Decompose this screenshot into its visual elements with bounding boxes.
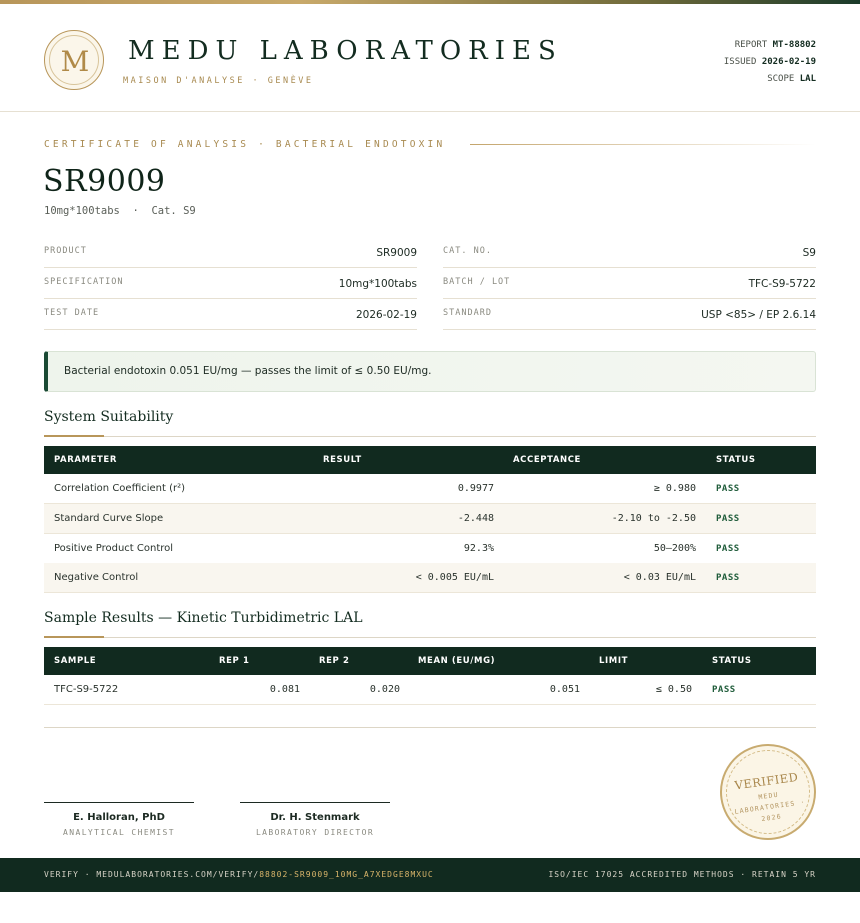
info-label: PRODUCT bbox=[44, 246, 87, 256]
section-divider bbox=[44, 637, 816, 638]
column-header: MEAN (EU/MG) bbox=[418, 656, 496, 666]
acceptance-cell: < 0.03 EU/mL bbox=[623, 572, 696, 583]
report-meta bbox=[724, 37, 816, 88]
info-value: SR9009 bbox=[376, 247, 417, 259]
table-row bbox=[44, 563, 816, 593]
signature-name: E. Halloran, PhD bbox=[73, 812, 165, 823]
table-row bbox=[44, 504, 816, 534]
result-cell: < 0.005 EU/mL bbox=[415, 572, 494, 583]
rep2-cell: 0.020 bbox=[369, 684, 400, 695]
system-suitability-header bbox=[44, 446, 816, 474]
signature-line bbox=[44, 802, 194, 803]
column-header: PARAMETER bbox=[54, 455, 117, 465]
info-row bbox=[443, 268, 816, 299]
info-label: SPECIFICATION bbox=[44, 277, 124, 287]
result-summary-text: Bacterial endotoxin 0.051 EU/mg — passes the limit of ≤ 0.50 EU/mg. bbox=[64, 365, 432, 377]
verify-link[interactable]: VERIFY · MEDULABORATORIES.COM/VERIFY/88802-SR9009_10MG_A7XEDGE8MXUC bbox=[44, 870, 434, 879]
result-cell: -2.448 bbox=[457, 513, 494, 524]
meta-report: REPORT MT-88802 bbox=[734, 40, 816, 50]
status-badge: PASS bbox=[716, 573, 740, 583]
parameter-cell: Negative Control bbox=[54, 572, 139, 583]
parameter-cell: Standard Curve Slope bbox=[54, 513, 164, 524]
info-row bbox=[44, 268, 417, 299]
info-value: S9 bbox=[802, 247, 816, 259]
info-label: CAT. NO. bbox=[443, 246, 492, 256]
limit-cell: ≤ 0.50 bbox=[655, 684, 692, 695]
sample-results-title: Sample Results — Kinetic Turbidimetric LAL bbox=[44, 610, 363, 626]
info-value: 2026-02-19 bbox=[355, 309, 417, 321]
acceptance-cell: -2.10 to -2.50 bbox=[611, 513, 696, 524]
table-row bbox=[44, 474, 816, 504]
info-row bbox=[44, 237, 417, 268]
result-cell: 0.9977 bbox=[457, 483, 494, 494]
mean-cell: 0.051 bbox=[549, 684, 580, 695]
kicker-divider bbox=[470, 144, 816, 145]
info-value: TFC-S9-5722 bbox=[748, 278, 816, 290]
signature-line bbox=[240, 802, 390, 803]
info-row bbox=[44, 299, 417, 330]
stamp-sub-text: MEDU LABORATORIES · 2026 bbox=[734, 790, 807, 824]
status-badge: PASS bbox=[716, 544, 740, 554]
section-accent bbox=[44, 636, 104, 638]
sample-results-header bbox=[44, 647, 816, 675]
info-label: TEST DATE bbox=[44, 308, 100, 318]
signature-name: Dr. H. Stenmark bbox=[270, 812, 360, 823]
meta-scope: SCOPE LAL bbox=[767, 74, 816, 84]
brand-name: MEDU LABORATORIES bbox=[128, 36, 563, 66]
verified-stamp-icon bbox=[714, 738, 822, 846]
signature-block bbox=[44, 802, 194, 837]
result-cell: 92.3% bbox=[463, 543, 494, 554]
brand-subtitle: MAISON D'ANALYSE · GENÈVE bbox=[123, 76, 314, 86]
column-header: REP 1 bbox=[219, 656, 250, 666]
system-suitability-title: System Suitability bbox=[44, 409, 174, 425]
signature-role: LABORATORY DIRECTOR bbox=[255, 828, 375, 837]
signature-divider bbox=[44, 727, 816, 728]
status-badge: PASS bbox=[716, 484, 740, 494]
info-value: 10mg*100tabs bbox=[338, 278, 417, 290]
column-header: STATUS bbox=[716, 455, 756, 465]
logo-letter: M bbox=[60, 45, 90, 78]
section-accent bbox=[44, 435, 104, 437]
info-grid-left bbox=[44, 237, 417, 330]
logo-seal-icon bbox=[44, 30, 104, 90]
section-divider bbox=[44, 436, 816, 437]
column-header: SAMPLE bbox=[54, 656, 97, 666]
certificate-kicker: CERTIFICATE OF ANALYSIS · BACTERIAL ENDOTOXIN bbox=[44, 139, 446, 150]
column-header: ACCEPTANCE bbox=[513, 455, 581, 465]
status-badge: PASS bbox=[712, 685, 736, 695]
info-row bbox=[443, 237, 816, 268]
sample-cell: TFC-S9-5722 bbox=[54, 684, 119, 695]
column-header: REP 2 bbox=[319, 656, 350, 666]
parameter-cell: Correlation Coefficient (r²) bbox=[54, 483, 186, 494]
column-header: LIMIT bbox=[599, 656, 628, 666]
info-label: BATCH / LOT bbox=[443, 277, 511, 287]
result-summary-box bbox=[44, 351, 816, 392]
accreditation-note: ISO/IEC 17025 ACCREDITED METHODS · RETAIN 5 YR bbox=[548, 870, 816, 879]
product-subtitle: 10mg*100tabs · Cat. S9 bbox=[44, 205, 196, 217]
header bbox=[0, 4, 860, 112]
info-label: STANDARD bbox=[443, 308, 492, 318]
column-header: RESULT bbox=[323, 455, 362, 465]
product-title: SR9009 bbox=[43, 164, 166, 199]
certificate-kicker-row bbox=[44, 139, 816, 151]
info-value: USP <85> / EP 2.6.14 bbox=[701, 309, 816, 321]
signature-block bbox=[240, 802, 390, 837]
stamp-main-text: VERIFIED bbox=[733, 769, 800, 793]
acceptance-cell: ≥ 0.980 bbox=[653, 483, 696, 494]
table-row bbox=[44, 675, 816, 705]
signature-role: ANALYTICAL CHEMIST bbox=[63, 828, 175, 837]
info-row bbox=[443, 299, 816, 330]
acceptance-cell: 50–200% bbox=[653, 543, 696, 554]
table-row bbox=[44, 534, 816, 564]
footer bbox=[0, 858, 860, 892]
rep1-cell: 0.081 bbox=[269, 684, 300, 695]
parameter-cell: Positive Product Control bbox=[54, 543, 174, 554]
column-header: STATUS bbox=[712, 656, 752, 666]
verify-code: 88802-SR9009_10MG_A7XEDGE8MXUC bbox=[259, 870, 434, 879]
meta-issued: ISSUED 2026-02-19 bbox=[723, 57, 816, 67]
status-badge: PASS bbox=[716, 514, 740, 524]
info-grid-right bbox=[443, 237, 816, 330]
